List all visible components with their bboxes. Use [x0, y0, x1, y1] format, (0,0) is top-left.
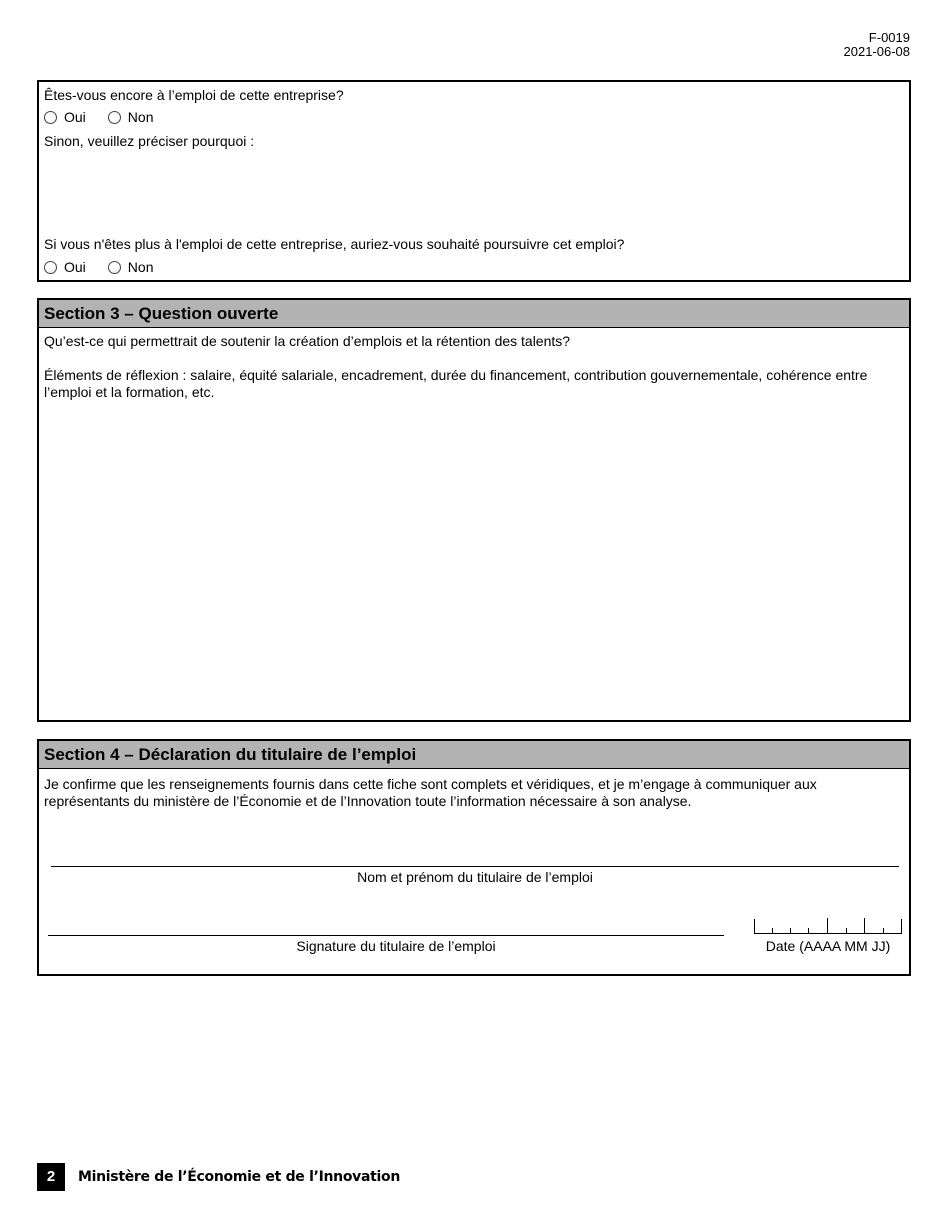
question-still-employed: Êtes-vous encore à l’emploi de cette entreprise?	[44, 87, 344, 103]
form-code-block	[844, 31, 911, 59]
wish-continue-radio-group	[44, 259, 175, 275]
section-4-box	[37, 739, 911, 976]
signature-field[interactable]	[48, 909, 724, 934]
date-tick	[790, 928, 791, 933]
signature-label: Signature du titulaire de l’emploi	[296, 938, 496, 954]
date-label: Date (AAAA MM JJ)	[765, 938, 891, 954]
declaration-text: Je confirme que les renseignements fournis dans cette fiche sont complets et véridiques, et je m’engage à communiquer aux représentants du ministère de l’Économie et de l’Innovation toute l’information nécessaire à son analyse.	[44, 776, 817, 809]
signature-line	[48, 935, 724, 936]
section-3-question: Qu’est-ce qui permettrait de soutenir la création d’emplois et la rétention des talents?	[44, 333, 571, 349]
section-4-title: Section 4 – Déclaration du titulaire de l’emploi	[39, 741, 909, 769]
date-field[interactable]	[754, 919, 902, 934]
date-separator	[864, 918, 865, 933]
still-employed-radio-group	[44, 109, 175, 125]
open-answer-field[interactable]	[44, 408, 904, 714]
section-3-elements: Éléments de réflexion : salaire, équité salariale, encadrement, durée du financement, contribution gouvernementale, cohérence entre l’emploi et la formation, etc.	[44, 367, 868, 400]
page-number: 2	[37, 1163, 65, 1191]
still-employed-no-label: Non	[127, 109, 154, 125]
date-tick	[772, 928, 773, 933]
still-employed-no-radio[interactable]	[108, 111, 121, 124]
section-3-title: Section 3 – Question ouverte	[39, 300, 909, 328]
date-tick	[808, 928, 809, 933]
date-tick	[846, 928, 847, 933]
wish-continue-no-radio[interactable]	[108, 261, 121, 274]
date-tick	[883, 928, 884, 933]
wish-continue-yes-label: Oui	[64, 259, 86, 275]
name-line	[51, 866, 899, 867]
employment-status-box	[37, 80, 911, 282]
question-why: Sinon, veuillez préciser pourquoi :	[44, 133, 255, 149]
section-3-box	[37, 298, 911, 722]
still-employed-yes-label: Oui	[64, 109, 86, 125]
name-field[interactable]	[51, 841, 899, 865]
name-label: Nom et prénom du titulaire de l’emploi	[357, 869, 593, 885]
date-separator	[827, 918, 828, 933]
why-answer-field[interactable]	[44, 154, 904, 234]
wish-continue-no-label: Non	[127, 259, 154, 275]
form-date: 2021-06-08	[843, 44, 910, 59]
form-code: F-0019	[868, 30, 910, 45]
wish-continue-yes-radio[interactable]	[44, 261, 57, 274]
ministry-name: Ministère de l’Économie et de l’Innovation	[78, 1169, 400, 1185]
question-wish-continue: Si vous n'êtes plus à l'emploi de cette entreprise, auriez-vous souhaité poursuivre cet emploi?	[44, 236, 625, 252]
still-employed-yes-radio[interactable]	[44, 111, 57, 124]
